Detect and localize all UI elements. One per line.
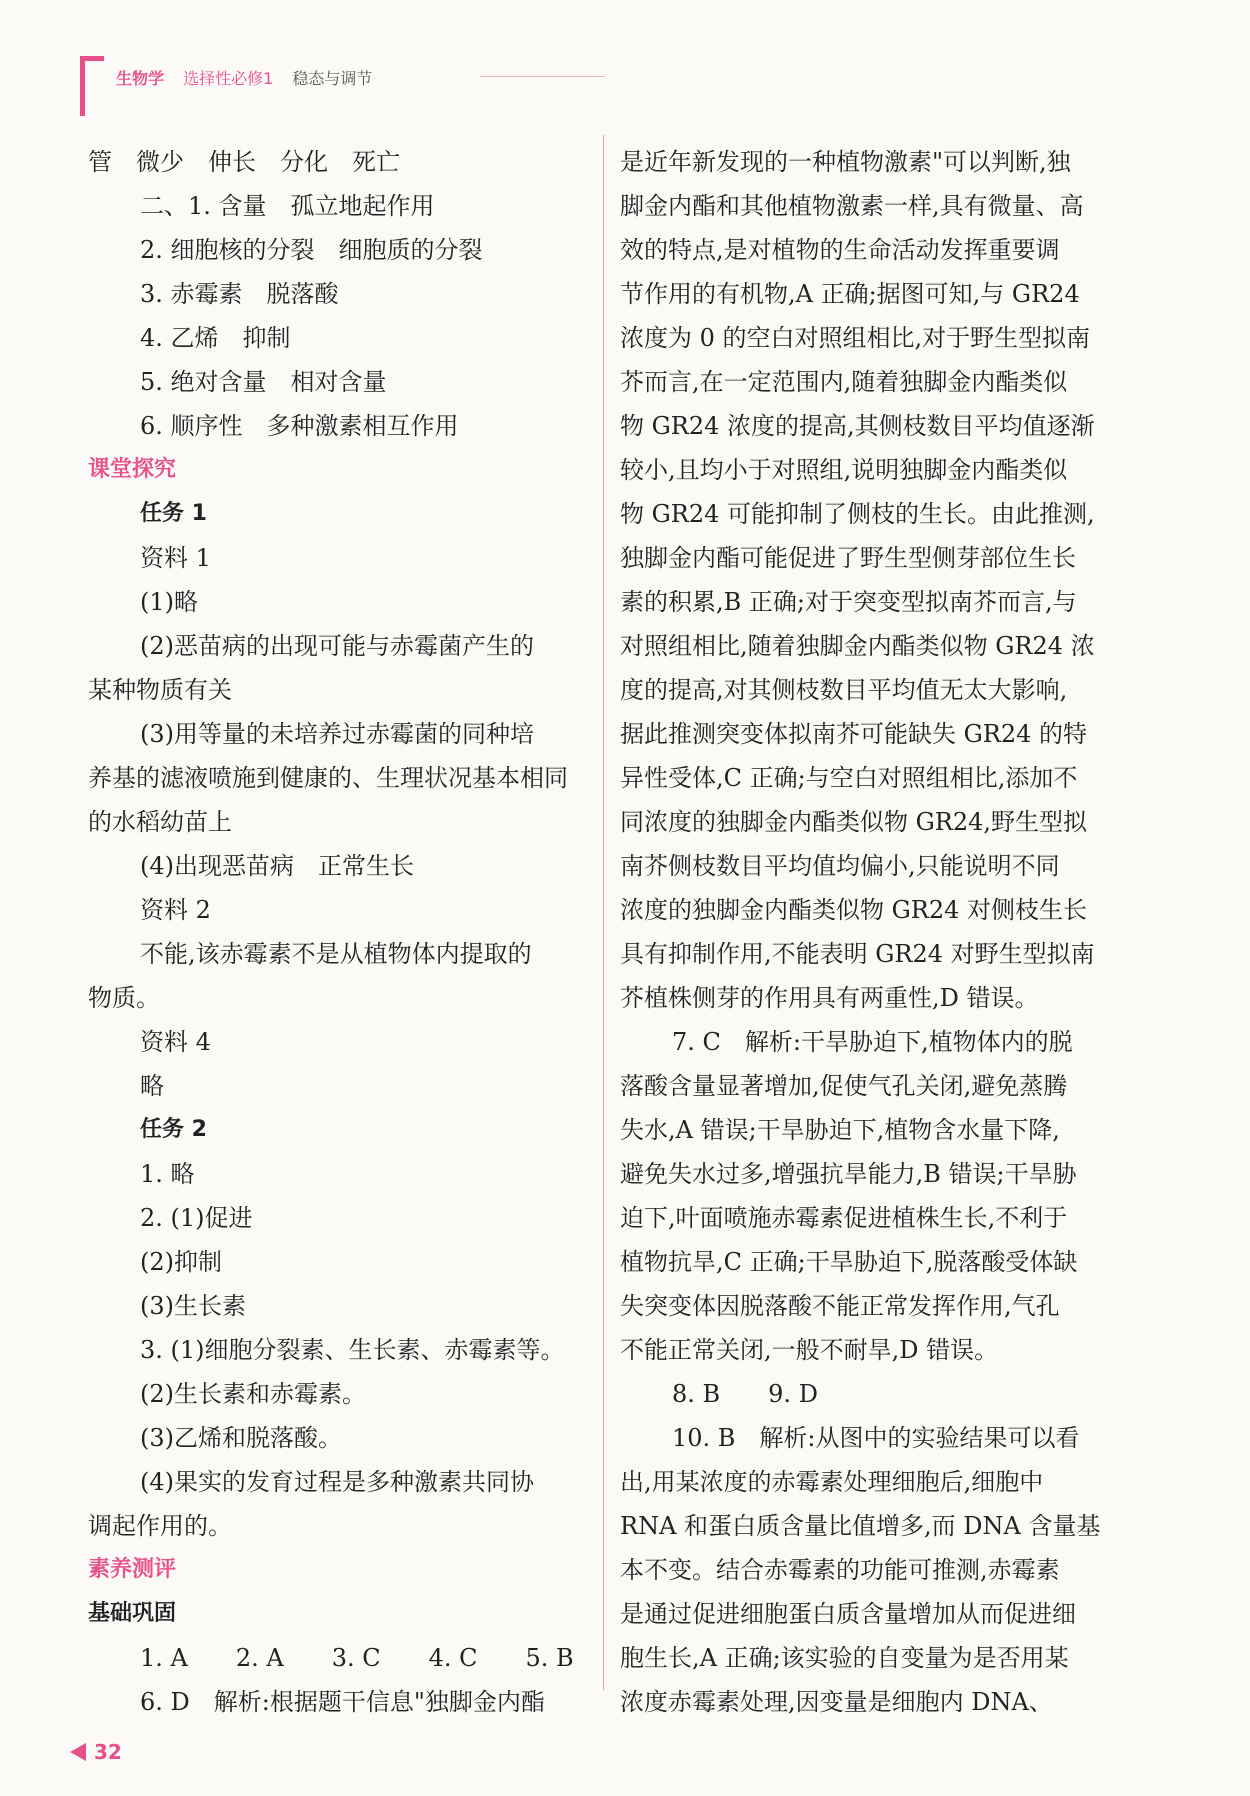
text-line: 浓度为 0 的空白对照组相比,对于野生型拟南 (620, 324, 1091, 352)
text-line: 7. C 解析:干旱胁迫下,植物体内的脱 (672, 1028, 1073, 1056)
text-line: 南芥侧枝数目平均值均偏小,只能说明不同 (620, 852, 1060, 880)
text-line: 课堂探究 (88, 457, 177, 482)
text-line: 资料 1 (140, 544, 211, 572)
text-line: 不能正常关闭,一般不耐旱,D 错误。 (620, 1336, 999, 1364)
text-line: 资料 2 (140, 896, 211, 924)
header-accent-bar (80, 56, 85, 116)
text-line: (4)果实的发育过程是多种激素共同协 (140, 1468, 534, 1496)
text-line: 芥而言,在一定范围内,随着独脚金内酯类似 (620, 368, 1068, 396)
text-line: 出,用某浓度的赤霉素处理细胞后,细胞中 (620, 1468, 1044, 1496)
text-line: 据此推测突变体拟南芥可能缺失 GR24 的特 (620, 720, 1088, 748)
text-line: 8. B 9. D (672, 1380, 818, 1408)
text-line: 物质。 (88, 984, 160, 1012)
text-line: 具有抑制作用,不能表明 GR24 对野生型拟南 (620, 940, 1095, 968)
text-line: 素的积累,B 正确;对于突变型拟南芥而言,与 (620, 588, 1077, 616)
text-line: 植物抗旱,C 正确;干旱胁迫下,脱落酸受体缺 (620, 1248, 1078, 1276)
text-line: 较小,且均小于对照组,说明独脚金内酯类似 (620, 456, 1068, 484)
header-topic: 稳态与调节 (292, 69, 373, 88)
text-line: (3)用等量的未培养过赤霉菌的同种培 (140, 720, 534, 748)
header-book: 选择性必修1 (183, 69, 274, 88)
text-line: 1. 略 (140, 1160, 195, 1188)
text-line: 的水稻幼苗上 (88, 808, 232, 836)
left-column (88, 140, 593, 1724)
text-line: 基础巩固 (88, 1601, 177, 1626)
text-line: (4)出现恶苗病 正常生长 (140, 852, 414, 880)
text-line: (3)乙烯和脱落酸。 (140, 1424, 342, 1452)
text-line: 2. 细胞核的分裂 细胞质的分裂 (140, 236, 483, 264)
text-line: 独脚金内酯可能促进了野生型侧芽部位生长 (620, 544, 1076, 572)
text-line: 1. A 2. A 3. C 4. C 5. B (140, 1644, 574, 1672)
text-line: 迫下,叶面喷施赤霉素促进植株生长,不利于 (620, 1204, 1068, 1232)
text-line: (2)抑制 (140, 1248, 222, 1276)
text-line: 是近年新发现的一种植物激素"可以判断,独 (620, 148, 1071, 176)
text-line: 6. 顺序性 多种激素相互作用 (140, 412, 459, 440)
page-arrow-icon (70, 1743, 86, 1761)
text-line: 某种物质有关 (88, 676, 232, 704)
header-rule (480, 76, 605, 77)
column-divider (603, 135, 604, 1690)
text-line: 是通过促进细胞蛋白质含量增加从而促进细 (620, 1600, 1076, 1628)
text-line: 3. (1)细胞分裂素、生长素、赤霉素等。 (140, 1336, 565, 1364)
text-line: 度的提高,对其侧枝数目平均值无太大影响, (620, 676, 1068, 704)
text-line: 失突变体因脱落酸不能正常发挥作用,气孔 (620, 1292, 1060, 1320)
text-line: 不能,该赤霉素不是从植物体内提取的 (140, 940, 532, 968)
text-line: 任务 1 (140, 501, 207, 526)
page-number: 32 (94, 1740, 122, 1764)
text-line: 同浓度的独脚金内酯类似物 GR24,野生型拟 (620, 808, 1088, 836)
text-line: 10. B 解析:从图中的实验结果可以看 (672, 1424, 1080, 1452)
header-text (116, 66, 372, 89)
text-line: (1)略 (140, 588, 198, 616)
text-line: 二、1. 含量 孤立地起作用 (140, 192, 435, 220)
text-line: RNA 和蛋白质含量比值增多,而 DNA 含量基 (620, 1512, 1101, 1540)
text-line: 素养测评 (88, 1557, 177, 1582)
page-footer (70, 1740, 122, 1764)
header-subject: 生物学 (116, 69, 165, 88)
text-line: (3)生长素 (140, 1292, 246, 1320)
text-line: 略 (140, 1072, 164, 1100)
text-line: (2)恶苗病的出现可能与赤霉菌产生的 (140, 632, 534, 660)
text-line: 资料 4 (140, 1028, 211, 1056)
text-line: 脚金内酯和其他植物激素一样,具有微量、高 (620, 192, 1084, 220)
text-line: 浓度的独脚金内酯类似物 GR24 对侧枝生长 (620, 896, 1088, 924)
text-line: 芥植株侧芽的作用具有两重性,D 错误。 (620, 984, 1039, 1012)
text-line: 异性受体,C 正确;与空白对照组相比,添加不 (620, 764, 1078, 792)
text-line: 本不变。结合赤霉素的功能可推测,赤霉素 (620, 1556, 1060, 1584)
right-column (620, 140, 1120, 1724)
text-line: 物 GR24 浓度的提高,其侧枝数目平均值逐渐 (620, 412, 1095, 440)
text-line: 避免失水过多,增强抗旱能力,B 错误;干旱胁 (620, 1160, 1077, 1188)
header-accent-cap (80, 56, 104, 61)
text-line: 3. 赤霉素 脱落酸 (140, 280, 339, 308)
text-line: 5. 绝对含量 相对含量 (140, 368, 387, 396)
text-line: 任务 2 (140, 1117, 207, 1142)
text-line: 节作用的有机物,A 正确;据图可知,与 GR24 (620, 280, 1080, 308)
text-line: 养基的滤液喷施到健康的、生理状况基本相同 (88, 764, 568, 792)
text-line: 物 GR24 可能抑制了侧枝的生长。由此推测, (620, 500, 1095, 528)
text-line: 4. 乙烯 抑制 (140, 324, 291, 352)
text-line: 调起作用的。 (88, 1512, 232, 1540)
text-line: (2)生长素和赤霉素。 (140, 1380, 366, 1408)
text-line: 管 微少 伸长 分化 死亡 (88, 148, 400, 176)
text-line: 失水,A 错误;干旱胁迫下,植物含水量下降, (620, 1116, 1060, 1144)
text-line: 胞生长,A 正确;该实验的自变量为是否用某 (620, 1644, 1069, 1672)
text-line: 6. D 解析:根据题干信息"独脚金内酯 (140, 1688, 545, 1716)
text-line: 效的特点,是对植物的生命活动发挥重要调 (620, 236, 1060, 264)
text-line: 2. (1)促进 (140, 1204, 253, 1232)
text-line: 落酸含量显著增加,促使气孔关闭,避免蒸腾 (620, 1072, 1068, 1100)
text-line: 浓度赤霉素处理,因变量是细胞内 DNA、 (620, 1688, 1053, 1716)
text-line: 对照组相比,随着独脚金内酯类似物 GR24 浓 (620, 632, 1095, 660)
